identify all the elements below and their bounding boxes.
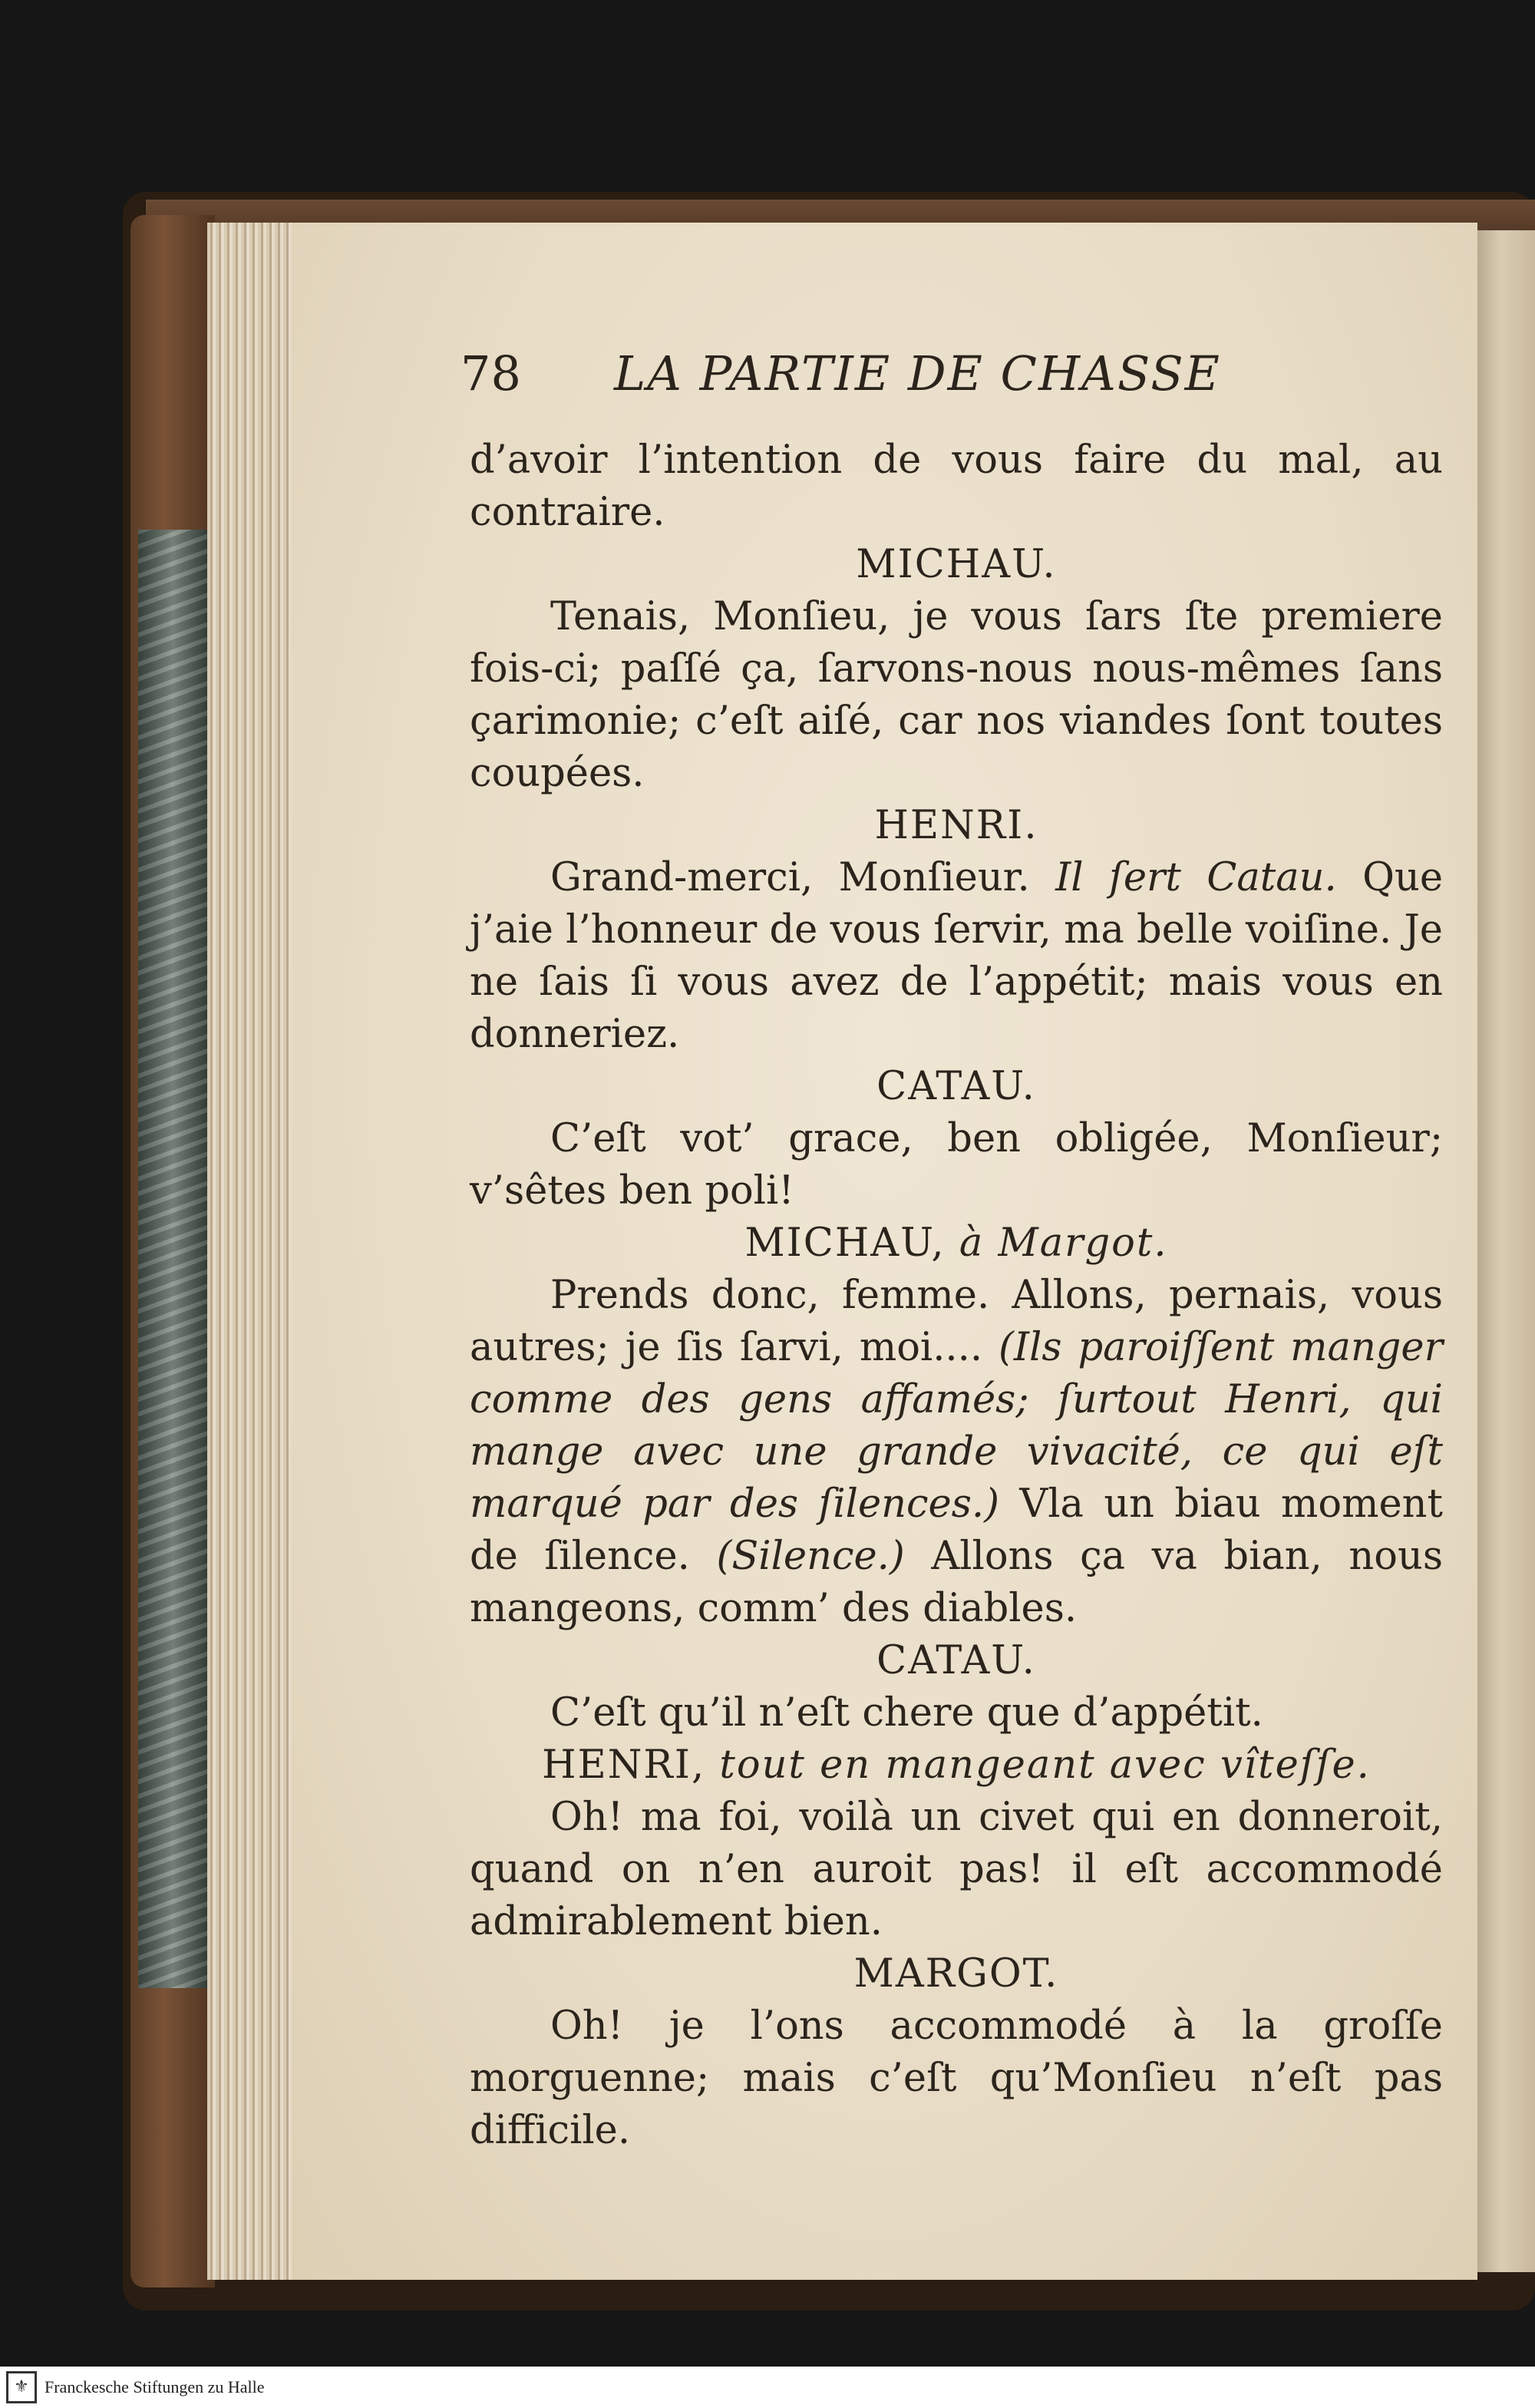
footer-bar — [0, 2367, 1535, 2408]
paragraph: C’eſt vot’ grace, ben obligée, Monſieur; v’sêtes ben poli! — [470, 1116, 1443, 1214]
speaker-name: CATAU. — [876, 1064, 1036, 1109]
speaker-name — [470, 1217, 1443, 1270]
page-number: 78 — [460, 345, 521, 401]
speaker-name: HENRI. — [874, 803, 1038, 848]
book-gutter — [1477, 230, 1535, 2272]
stage-direction: (Ils paroiſſent manger comme des gens affamés; ſurtout Henri, qui mange avec une grande vivacité, ce qui eſt marqué par des ſilences.) — [470, 1325, 1443, 1527]
dialogue-text: Vla un biau moment de ſilence. — [470, 1481, 1443, 1579]
paragraph — [470, 852, 1443, 1061]
stage-direction: (Silence.) — [716, 1534, 905, 1579]
paragraph: Tenais, Monſieu, je vous ſars ſte premiere fois-ci; paſſé ça, ſarvons-nous nous-mêmes ſans çarimonie; c’eſt aiſé, car nos viandes ſont toutes coupées. — [470, 594, 1443, 796]
paragraph — [470, 1270, 1443, 1635]
institution-seal-icon: ⚜ — [6, 2371, 37, 2403]
paragraph: C’eſt qu’il n’eſt chere que d’appétit. — [550, 1690, 1263, 1736]
paragraph: d’avoir l’intention de vous faire du mal, au contraire. — [470, 438, 1443, 535]
speaker-name: CATAU. — [876, 1638, 1036, 1683]
speaker-name: MARGOT. — [853, 1951, 1059, 1997]
stage-direction: tout en mangeant avec vîteſſe. — [719, 1742, 1371, 1788]
page-header — [460, 336, 1458, 405]
marbled-paper — [138, 530, 207, 1988]
dialogue-text: Grand-merci, Monſieur. — [550, 855, 1056, 900]
stage-direction: Il ſert Catau. — [1055, 855, 1337, 900]
paragraph: Oh! ma foi, voilà un civet qui en donneroit, quand on n’en auroit pas! il eſt accommodé admirablement bien. — [470, 1795, 1443, 1944]
page-text — [470, 434, 1443, 2157]
speaker-name: MICHAU. — [856, 542, 1057, 587]
dialogue-text: Que j’aie l’honneur de vous ſervir, ma belle voiſine. Je ne ſais ſi vous avez de l’appétit; mais vous en donneriez. — [470, 855, 1444, 1057]
institution-name: Franckesche Stiftungen zu Halle — [45, 2377, 265, 2396]
dialogue-text: HENRI, — [542, 1742, 720, 1788]
dialogue-text: MICHAU, — [744, 1221, 959, 1266]
stage-direction: à Margot. — [959, 1221, 1168, 1266]
dialogue-text: Prends donc, femme. Allons, pernais, vous autres; je ſis ſarvi, moi.... — [470, 1273, 1443, 1370]
running-title: LA PARTIE DE CHASSE — [614, 345, 1221, 401]
speaker-name — [470, 1739, 1443, 1792]
paragraph: Oh! je l’ons accommodé à la groſſe morguenne; mais c’eſt qu’Monſieu n’eſt pas difficile. — [470, 2003, 1443, 2153]
dialogue-text: Allons ça va bian, nous mangeons, comm’ des diables. — [470, 1534, 1443, 1631]
